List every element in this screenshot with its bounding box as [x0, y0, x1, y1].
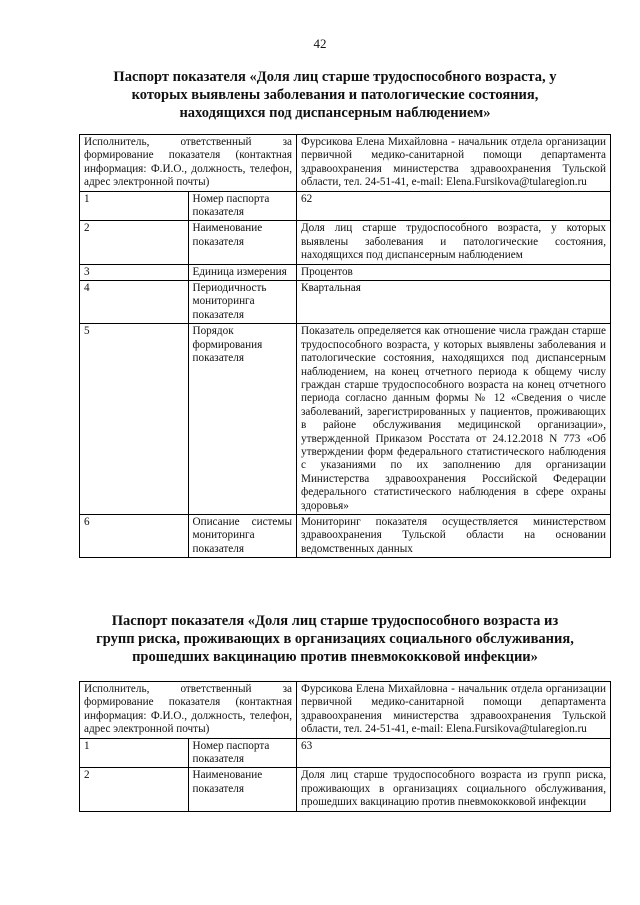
table-row	[80, 738, 611, 768]
title-line: находящихся под диспансерным наблюдением»	[179, 105, 491, 121]
row-number: 3	[80, 264, 189, 280]
passport-table-63	[79, 681, 611, 812]
executor-value: Фурсикова Елена Михайловна - начальник отдела организации первичной медико-санитарной помощи департамента здравоохранения министерства здравоохранения Тульской области, тел. 24-51-41, e-mail: Elena.Fursikova@tularegion.ru	[297, 135, 611, 192]
row-label: Периодичность мониторинга показателя	[188, 281, 297, 324]
row-value: Доля лиц старше трудоспособного возраста, у которых выявлены заболевания и патологические состояния, находящихся под диспансерным наблюдением	[297, 221, 611, 264]
row-value: 63	[297, 738, 611, 768]
row-value: Мониторинг показателя осуществляется министерством здравоохранения Тульской области на основании ведомственных данных	[297, 514, 611, 557]
executor-label: Исполнитель, ответственный за формирование показателя (контактная информация: Ф.И.О., должность, телефон, адрес электронной почты)	[80, 682, 297, 739]
title-line: прошедших вакцинацию против пневмококковой инфекции»	[132, 649, 538, 665]
row-number: 1	[80, 191, 189, 221]
row-value: Доля лиц старше трудоспособного возраста из групп риска, проживающих в организациях социального обслуживания, прошедших вакцинацию против пневмококковой инфекции	[297, 768, 611, 811]
row-number: 5	[80, 324, 189, 515]
executor-value: Фурсикова Елена Михайловна - начальник отдела организации первичной медико-санитарной помощи департамента здравоохранения министерства здравоохранения Тульской области, тел. 24-51-41, e-mail: Elena.Fursikova@tularegion.ru	[297, 682, 611, 739]
table-row	[80, 191, 611, 221]
row-label: Наименование показателя	[188, 221, 297, 264]
row-number: 2	[80, 768, 189, 811]
row-label: Описание системы мониторинга показателя	[188, 514, 297, 557]
table-row	[80, 281, 611, 324]
table-row	[80, 514, 611, 557]
row-label: Единица измерения	[188, 264, 297, 280]
row-value: Квартальная	[297, 281, 611, 324]
section-title-passport-63	[70, 612, 600, 666]
executor-row	[80, 682, 611, 739]
table-row	[80, 264, 611, 280]
row-number: 2	[80, 221, 189, 264]
row-number: 6	[80, 514, 189, 557]
page-number: 42	[313, 36, 327, 51]
row-label: Наименование показателя	[188, 768, 297, 811]
row-number: 1	[80, 738, 189, 768]
passport-table-62	[79, 134, 611, 558]
executor-row	[80, 135, 611, 192]
table-row	[80, 221, 611, 264]
row-value: 62	[297, 191, 611, 221]
section-title-passport-62	[70, 68, 600, 122]
title-line: которых выявлены заболевания и патологические состояния,	[131, 87, 539, 103]
row-label: Номер паспорта показателя	[188, 191, 297, 221]
row-value: Показатель определяется как отношение числа граждан старше трудоспособного возраста, у которых выявлены заболевания и патологические состояния, находящихся под диспансерным наблюдением, на конец отчетного периода к общему числу граждан старше трудоспособного возраста на конец отчетного периода согласно данным формы № 12 «Сведения о числе заболеваний, зарегистрированных у пациентов, проживающих в районе обслуживания медицинской организации», утвержденной Приказом Росстата от 24.12.2018 N 773 «Об утверждении форм федерального статистического наблюдения с указаниями по их заполнению для организации Министерства здравоохранения Российской Федерации федерального статистического наблюдения в сфере охраны здоровья»	[297, 324, 611, 515]
row-label: Порядок формирования показателя	[188, 324, 297, 515]
row-number: 4	[80, 281, 189, 324]
title-line: Паспорт показателя «Доля лиц старше трудоспособного возраста из	[111, 613, 559, 629]
table-row	[80, 768, 611, 811]
title-line: Паспорт показателя «Доля лиц старше трудоспособного возраста, у	[113, 69, 557, 85]
title-line: групп риска, проживающих в организациях социального обслуживания,	[96, 631, 574, 647]
row-label: Номер паспорта показателя	[188, 738, 297, 768]
table-row	[80, 324, 611, 515]
executor-label: Исполнитель, ответственный за формирование показателя (контактная информация: Ф.И.О., должность, телефон, адрес электронной почты)	[80, 135, 297, 192]
row-value: Процентов	[297, 264, 611, 280]
